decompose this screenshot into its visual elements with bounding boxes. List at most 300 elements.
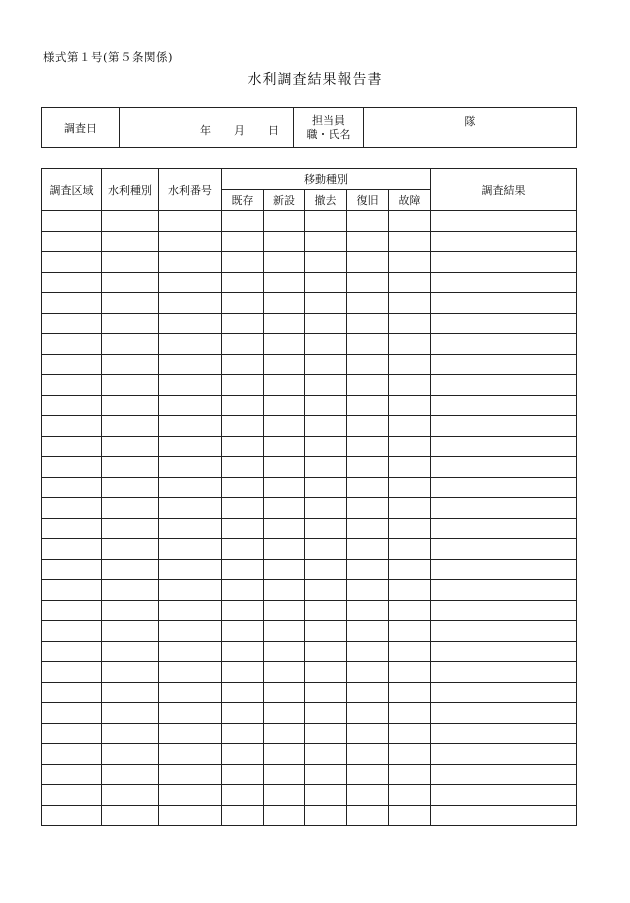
area-cell[interactable]: [42, 416, 102, 437]
new-cell[interactable]: [264, 559, 305, 580]
restored-cell[interactable]: [347, 662, 389, 683]
broken-cell[interactable]: [389, 764, 431, 785]
water-type-cell[interactable]: [102, 539, 159, 560]
result-cell[interactable]: [431, 313, 577, 334]
header-removed: 撤去: [305, 190, 347, 211]
new-cell[interactable]: [264, 662, 305, 683]
water-number-cell[interactable]: [159, 600, 222, 621]
broken-cell[interactable]: [389, 436, 431, 457]
restored-cell[interactable]: [347, 805, 389, 826]
result-cell[interactable]: [431, 436, 577, 457]
existing-cell[interactable]: [222, 334, 264, 355]
broken-cell[interactable]: [389, 211, 431, 232]
new-cell[interactable]: [264, 457, 305, 478]
existing-cell[interactable]: [222, 498, 264, 519]
removed-cell[interactable]: [305, 764, 347, 785]
removed-cell[interactable]: [305, 313, 347, 334]
broken-cell[interactable]: [389, 641, 431, 662]
water-type-cell[interactable]: [102, 231, 159, 252]
water-number-cell[interactable]: [159, 764, 222, 785]
squad-field[interactable]: [364, 108, 577, 148]
area-cell[interactable]: [42, 539, 102, 560]
existing-cell[interactable]: [222, 723, 264, 744]
water-type-cell[interactable]: [102, 600, 159, 621]
water-number-cell[interactable]: [159, 334, 222, 355]
area-cell[interactable]: [42, 662, 102, 683]
table-row: [42, 354, 577, 375]
area-cell[interactable]: [42, 498, 102, 519]
new-cell[interactable]: [264, 785, 305, 806]
header-result: 調査結果: [431, 169, 577, 211]
new-cell[interactable]: [264, 211, 305, 232]
water-number-cell[interactable]: [159, 313, 222, 334]
existing-cell[interactable]: [222, 682, 264, 703]
existing-cell[interactable]: [222, 744, 264, 765]
table-row: [42, 272, 577, 293]
existing-cell[interactable]: [222, 764, 264, 785]
area-cell[interactable]: [42, 580, 102, 601]
water-number-cell[interactable]: [159, 539, 222, 560]
broken-cell[interactable]: [389, 416, 431, 437]
broken-cell[interactable]: [389, 703, 431, 724]
removed-cell[interactable]: [305, 498, 347, 519]
water-number-cell[interactable]: [159, 416, 222, 437]
new-cell[interactable]: [264, 805, 305, 826]
result-cell[interactable]: [431, 723, 577, 744]
result-cell[interactable]: [431, 682, 577, 703]
result-cell[interactable]: [431, 416, 577, 437]
area-cell[interactable]: [42, 354, 102, 375]
water-number-cell[interactable]: [159, 354, 222, 375]
squad-label: 隊: [464, 115, 476, 128]
removed-cell[interactable]: [305, 641, 347, 662]
removed-cell[interactable]: [305, 518, 347, 539]
existing-cell[interactable]: [222, 477, 264, 498]
area-cell[interactable]: [42, 641, 102, 662]
existing-cell[interactable]: [222, 662, 264, 683]
result-cell[interactable]: [431, 498, 577, 519]
water-number-cell[interactable]: [159, 580, 222, 601]
restored-cell[interactable]: [347, 416, 389, 437]
result-cell[interactable]: [431, 703, 577, 724]
result-cell[interactable]: [431, 559, 577, 580]
restored-cell[interactable]: [347, 744, 389, 765]
water-number-cell[interactable]: [159, 559, 222, 580]
month-label: 月: [234, 124, 245, 137]
existing-cell[interactable]: [222, 518, 264, 539]
restored-cell[interactable]: [347, 395, 389, 416]
removed-cell[interactable]: [305, 744, 347, 765]
removed-cell[interactable]: [305, 211, 347, 232]
broken-cell[interactable]: [389, 580, 431, 601]
restored-cell[interactable]: [347, 580, 389, 601]
water-number-cell[interactable]: [159, 436, 222, 457]
new-cell[interactable]: [264, 764, 305, 785]
broken-cell[interactable]: [389, 621, 431, 642]
restored-cell[interactable]: [347, 723, 389, 744]
broken-cell[interactable]: [389, 805, 431, 826]
result-cell[interactable]: [431, 477, 577, 498]
restored-cell[interactable]: [347, 375, 389, 396]
result-cell[interactable]: [431, 744, 577, 765]
new-cell[interactable]: [264, 621, 305, 642]
broken-cell[interactable]: [389, 723, 431, 744]
new-cell[interactable]: [264, 518, 305, 539]
table-row: [42, 744, 577, 765]
water-number-cell[interactable]: [159, 662, 222, 683]
new-cell[interactable]: [264, 416, 305, 437]
existing-cell[interactable]: [222, 416, 264, 437]
existing-cell[interactable]: [222, 785, 264, 806]
water-type-cell[interactable]: [102, 477, 159, 498]
area-cell[interactable]: [42, 334, 102, 355]
water-type-cell[interactable]: [102, 252, 159, 273]
water-number-cell[interactable]: [159, 682, 222, 703]
restored-cell[interactable]: [347, 621, 389, 642]
water-type-cell[interactable]: [102, 334, 159, 355]
removed-cell[interactable]: [305, 805, 347, 826]
restored-cell[interactable]: [347, 703, 389, 724]
water-type-cell[interactable]: [102, 211, 159, 232]
broken-cell[interactable]: [389, 682, 431, 703]
table-row: [42, 805, 577, 826]
table-row: [42, 211, 577, 232]
restored-cell[interactable]: [347, 231, 389, 252]
removed-cell[interactable]: [305, 662, 347, 683]
result-cell[interactable]: [431, 334, 577, 355]
water-type-cell[interactable]: [102, 764, 159, 785]
result-cell[interactable]: [431, 395, 577, 416]
area-cell[interactable]: [42, 723, 102, 744]
new-cell[interactable]: [264, 354, 305, 375]
result-cell[interactable]: [431, 662, 577, 683]
result-cell[interactable]: [431, 805, 577, 826]
new-cell[interactable]: [264, 744, 305, 765]
broken-cell[interactable]: [389, 272, 431, 293]
table-row: [42, 600, 577, 621]
removed-cell[interactable]: [305, 436, 347, 457]
area-cell[interactable]: [42, 436, 102, 457]
water-type-cell[interactable]: [102, 723, 159, 744]
water-type-cell[interactable]: [102, 641, 159, 662]
existing-cell[interactable]: [222, 395, 264, 416]
result-cell[interactable]: [431, 641, 577, 662]
water-type-cell[interactable]: [102, 662, 159, 683]
broken-cell[interactable]: [389, 375, 431, 396]
broken-cell[interactable]: [389, 457, 431, 478]
new-cell[interactable]: [264, 334, 305, 355]
existing-cell[interactable]: [222, 559, 264, 580]
removed-cell[interactable]: [305, 272, 347, 293]
form-id: 様式第１号(第５条関係): [43, 50, 173, 64]
water-number-cell[interactable]: [159, 744, 222, 765]
removed-cell[interactable]: [305, 252, 347, 273]
water-type-cell[interactable]: [102, 293, 159, 314]
restored-cell[interactable]: [347, 354, 389, 375]
existing-cell[interactable]: [222, 272, 264, 293]
new-cell[interactable]: [264, 641, 305, 662]
water-type-cell[interactable]: [102, 416, 159, 437]
result-cell[interactable]: [431, 600, 577, 621]
restored-cell[interactable]: [347, 293, 389, 314]
removed-cell[interactable]: [305, 354, 347, 375]
water-number-cell[interactable]: [159, 621, 222, 642]
water-number-cell[interactable]: [159, 518, 222, 539]
water-type-cell[interactable]: [102, 354, 159, 375]
restored-cell[interactable]: [347, 764, 389, 785]
broken-cell[interactable]: [389, 518, 431, 539]
result-cell[interactable]: [431, 539, 577, 560]
header-water-type: 水利種別: [102, 169, 159, 211]
area-cell[interactable]: [42, 785, 102, 806]
area-cell[interactable]: [42, 805, 102, 826]
new-cell[interactable]: [264, 477, 305, 498]
new-cell[interactable]: [264, 375, 305, 396]
new-cell[interactable]: [264, 682, 305, 703]
existing-cell[interactable]: [222, 457, 264, 478]
result-cell[interactable]: [431, 211, 577, 232]
table-row: [42, 477, 577, 498]
broken-cell[interactable]: [389, 313, 431, 334]
removed-cell[interactable]: [305, 539, 347, 560]
area-cell[interactable]: [42, 764, 102, 785]
restored-cell[interactable]: [347, 211, 389, 232]
area-cell[interactable]: [42, 211, 102, 232]
removed-cell[interactable]: [305, 580, 347, 601]
water-number-cell[interactable]: [159, 723, 222, 744]
water-type-cell[interactable]: [102, 498, 159, 519]
removed-cell[interactable]: [305, 395, 347, 416]
water-type-cell[interactable]: [102, 785, 159, 806]
water-type-cell[interactable]: [102, 395, 159, 416]
broken-cell[interactable]: [389, 662, 431, 683]
restored-cell[interactable]: [347, 518, 389, 539]
water-number-cell[interactable]: [159, 375, 222, 396]
restored-cell[interactable]: [347, 272, 389, 293]
broken-cell[interactable]: [389, 354, 431, 375]
removed-cell[interactable]: [305, 785, 347, 806]
result-cell[interactable]: [431, 293, 577, 314]
new-cell[interactable]: [264, 600, 305, 621]
water-type-cell[interactable]: [102, 457, 159, 478]
broken-cell[interactable]: [389, 231, 431, 252]
water-type-cell[interactable]: [102, 805, 159, 826]
existing-cell[interactable]: [222, 641, 264, 662]
existing-cell[interactable]: [222, 805, 264, 826]
year-label: 年: [200, 124, 211, 137]
water-type-cell[interactable]: [102, 744, 159, 765]
removed-cell[interactable]: [305, 416, 347, 437]
table-row: [42, 231, 577, 252]
header-new: 新設: [264, 190, 305, 211]
water-number-cell[interactable]: [159, 395, 222, 416]
broken-cell[interactable]: [389, 395, 431, 416]
table-row: [42, 252, 577, 273]
broken-cell[interactable]: [389, 600, 431, 621]
restored-cell[interactable]: [347, 498, 389, 519]
removed-cell[interactable]: [305, 723, 347, 744]
restored-cell[interactable]: [347, 252, 389, 273]
water-number-cell[interactable]: [159, 231, 222, 252]
area-cell[interactable]: [42, 600, 102, 621]
result-cell[interactable]: [431, 354, 577, 375]
existing-cell[interactable]: [222, 621, 264, 642]
water-number-cell[interactable]: [159, 805, 222, 826]
existing-cell[interactable]: [222, 354, 264, 375]
staff-label: [294, 108, 364, 148]
removed-cell[interactable]: [305, 559, 347, 580]
removed-cell[interactable]: [305, 682, 347, 703]
water-number-cell[interactable]: [159, 477, 222, 498]
table-row: [42, 621, 577, 642]
water-number-cell[interactable]: [159, 641, 222, 662]
area-cell[interactable]: [42, 744, 102, 765]
restored-cell[interactable]: [347, 682, 389, 703]
area-cell[interactable]: [42, 293, 102, 314]
water-type-cell[interactable]: [102, 559, 159, 580]
existing-cell[interactable]: [222, 539, 264, 560]
result-cell[interactable]: [431, 580, 577, 601]
broken-cell[interactable]: [389, 498, 431, 519]
existing-cell[interactable]: [222, 375, 264, 396]
result-cell[interactable]: [431, 375, 577, 396]
water-type-cell[interactable]: [102, 313, 159, 334]
water-number-cell[interactable]: [159, 293, 222, 314]
table-row: [42, 498, 577, 519]
restored-cell[interactable]: [347, 457, 389, 478]
new-cell[interactable]: [264, 580, 305, 601]
area-cell[interactable]: [42, 375, 102, 396]
table-row: [42, 723, 577, 744]
existing-cell[interactable]: [222, 600, 264, 621]
water-number-cell[interactable]: [159, 252, 222, 273]
water-number-cell[interactable]: [159, 785, 222, 806]
new-cell[interactable]: [264, 293, 305, 314]
broken-cell[interactable]: [389, 334, 431, 355]
water-number-cell[interactable]: [159, 272, 222, 293]
water-type-cell[interactable]: [102, 375, 159, 396]
area-cell[interactable]: [42, 518, 102, 539]
existing-cell[interactable]: [222, 293, 264, 314]
existing-cell[interactable]: [222, 231, 264, 252]
existing-cell[interactable]: [222, 436, 264, 457]
result-cell[interactable]: [431, 785, 577, 806]
restored-cell[interactable]: [347, 641, 389, 662]
removed-cell[interactable]: [305, 334, 347, 355]
area-cell[interactable]: [42, 477, 102, 498]
area-cell[interactable]: [42, 272, 102, 293]
existing-cell[interactable]: [222, 703, 264, 724]
restored-cell[interactable]: [347, 436, 389, 457]
area-cell[interactable]: [42, 395, 102, 416]
new-cell[interactable]: [264, 703, 305, 724]
new-cell[interactable]: [264, 723, 305, 744]
broken-cell[interactable]: [389, 559, 431, 580]
removed-cell[interactable]: [305, 621, 347, 642]
water-type-cell[interactable]: [102, 580, 159, 601]
removed-cell[interactable]: [305, 293, 347, 314]
broken-cell[interactable]: [389, 744, 431, 765]
removed-cell[interactable]: [305, 231, 347, 252]
restored-cell[interactable]: [347, 539, 389, 560]
restored-cell[interactable]: [347, 477, 389, 498]
removed-cell[interactable]: [305, 375, 347, 396]
new-cell[interactable]: [264, 313, 305, 334]
removed-cell[interactable]: [305, 600, 347, 621]
water-number-cell[interactable]: [159, 703, 222, 724]
broken-cell[interactable]: [389, 477, 431, 498]
restored-cell[interactable]: [347, 785, 389, 806]
header-broken: 故障: [389, 190, 431, 211]
restored-cell[interactable]: [347, 313, 389, 334]
water-type-cell[interactable]: [102, 703, 159, 724]
existing-cell[interactable]: [222, 580, 264, 601]
result-cell[interactable]: [431, 252, 577, 273]
removed-cell[interactable]: [305, 703, 347, 724]
area-cell[interactable]: [42, 457, 102, 478]
area-cell[interactable]: [42, 252, 102, 273]
removed-cell[interactable]: [305, 477, 347, 498]
area-cell[interactable]: [42, 559, 102, 580]
water-type-cell[interactable]: [102, 518, 159, 539]
restored-cell[interactable]: [347, 559, 389, 580]
result-cell[interactable]: [431, 231, 577, 252]
broken-cell[interactable]: [389, 293, 431, 314]
water-type-cell[interactable]: [102, 436, 159, 457]
broken-cell[interactable]: [389, 785, 431, 806]
area-cell[interactable]: [42, 621, 102, 642]
area-cell[interactable]: [42, 231, 102, 252]
removed-cell[interactable]: [305, 457, 347, 478]
new-cell[interactable]: [264, 252, 305, 273]
header-water-number: 水利番号: [159, 169, 222, 211]
area-cell[interactable]: [42, 682, 102, 703]
water-number-cell[interactable]: [159, 211, 222, 232]
table-row: [42, 334, 577, 355]
new-cell[interactable]: [264, 395, 305, 416]
new-cell[interactable]: [264, 231, 305, 252]
result-cell[interactable]: [431, 621, 577, 642]
result-cell[interactable]: [431, 272, 577, 293]
water-type-cell[interactable]: [102, 272, 159, 293]
water-number-cell[interactable]: [159, 457, 222, 478]
new-cell[interactable]: [264, 498, 305, 519]
water-type-cell[interactable]: [102, 621, 159, 642]
broken-cell[interactable]: [389, 539, 431, 560]
survey-date-field[interactable]: [120, 108, 294, 148]
table-row: [42, 580, 577, 601]
water-type-cell[interactable]: [102, 682, 159, 703]
table-row: [42, 539, 577, 560]
header-movement: 移動種別: [222, 169, 431, 190]
water-number-cell[interactable]: [159, 498, 222, 519]
restored-cell[interactable]: [347, 334, 389, 355]
area-cell[interactable]: [42, 313, 102, 334]
broken-cell[interactable]: [389, 252, 431, 273]
existing-cell[interactable]: [222, 252, 264, 273]
new-cell[interactable]: [264, 539, 305, 560]
result-cell[interactable]: [431, 518, 577, 539]
restored-cell[interactable]: [347, 600, 389, 621]
result-cell[interactable]: [431, 764, 577, 785]
area-cell[interactable]: [42, 703, 102, 724]
new-cell[interactable]: [264, 436, 305, 457]
existing-cell[interactable]: [222, 313, 264, 334]
new-cell[interactable]: [264, 272, 305, 293]
existing-cell[interactable]: [222, 211, 264, 232]
result-cell[interactable]: [431, 457, 577, 478]
table-row: [42, 313, 577, 334]
